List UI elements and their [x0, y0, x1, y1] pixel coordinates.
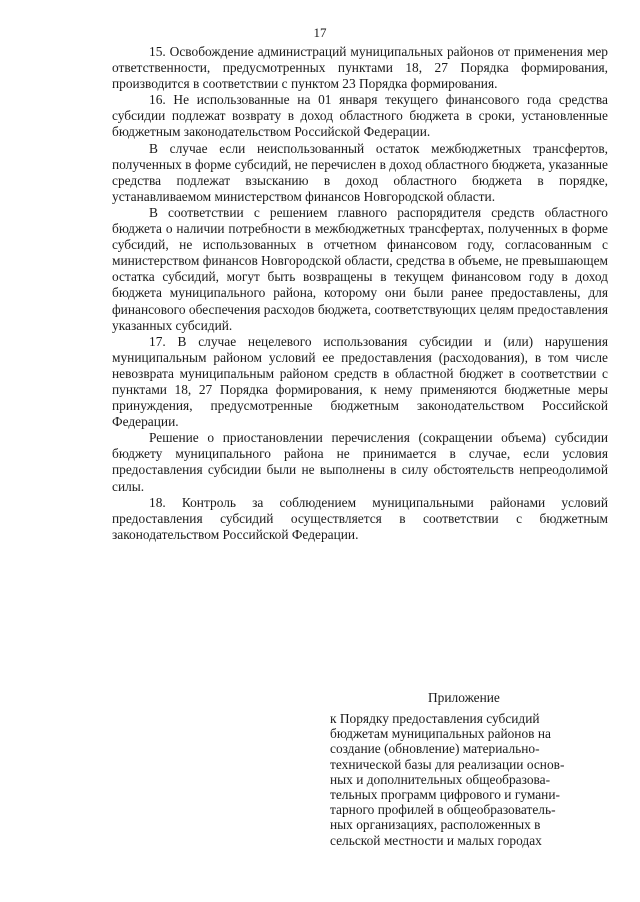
appendix-subtitle [330, 711, 600, 848]
paragraph-18: 18. Контроль за соблюдением муниципальными районами условий предоставления субсидий осуществляется в соответствии с бюджетным законодательством Российской Федерации. [112, 494, 608, 542]
appendix-line: сельской местности и малых городах [330, 832, 542, 848]
appendix-line: тельных программ цифрового и гумани- [330, 787, 560, 803]
appendix-line: к Порядку предоставления субсидий [330, 711, 540, 726]
page-number: 17 [313, 25, 327, 40]
appendix-line: ных и дополнительных общеобразова- [330, 771, 551, 787]
appendix-line: тарного профилей в общеобразователь- [330, 802, 556, 818]
paragraph-16: 16. Не использованные на 01 января текущего финансового года средства субсидии подлежат возврату в доход областного бюджета в сроки, установленные бюджетным законодательством Российской Федерации. [112, 92, 608, 140]
appendix-line: технической базы для реализации основ- [330, 756, 565, 772]
paragraph-15: 15. Освобождение администраций муниципальных районов от применения мер ответственности, предусмотренных пунктами 18, 27 Порядка формирования, производится в соответствии с пунктом 23 Порядка формирования. [112, 44, 608, 92]
appendix-line: бюджетам муниципальных районов на [330, 726, 551, 742]
paragraph-return-decision: В соответствии с решением главного распорядителя средств областного бюджета о наличии потребности в межбюджетных трансфертах, полученных в форме субсидий, не использованных в отчетном финансовом году, согласованным с министерством финансов Новгородской области, средства в объеме, не превышающем остатка субсидий, могут быть возвращены в текущем финансовом году в доход бюджета муниципального района, которому они были ранее предоставлены, для финансового обеспечения расходов бюджета, соответствующих целям предоставления указанных субсидий. [112, 204, 608, 333]
appendix-title: Приложение [428, 690, 500, 705]
paragraph-17: 17. В случае нецелевого использования субсидии и (или) нарушения муниципальным районом условий ее предоставления (расходования), в том числе невозврата муниципальным районом средств в областной бюджет в соответствии с пунктами 18, 27 Порядка формирования, к нему применяются бюджетные меры принуждения, предусмотренные бюджетным законодательством Российской Федерации. [112, 333, 608, 430]
appendix-line: создание (обновление) материально- [330, 741, 540, 757]
paragraph-unreturned-balance: В случае если неиспользованный остаток межбюджетных трансфертов, полученных в форме субсидий, не перечислен в доход областного бюджета, указанные средства подлежат взысканию в доход областного бюджета в порядке, устанавливаемом министерством финансов Новгородской области. [112, 140, 608, 204]
paragraph-suspension-decision: Решение о приостановлении перечисления (сокращении объема) субсидии бюджету муниципального района не принимается в случае, если условия предоставления субсидии были не выполнены в силу обстоятельств непреодолимой силы. [112, 430, 608, 494]
body-text [112, 44, 608, 543]
appendix-line: ных организациях, расположенных в [330, 817, 541, 833]
